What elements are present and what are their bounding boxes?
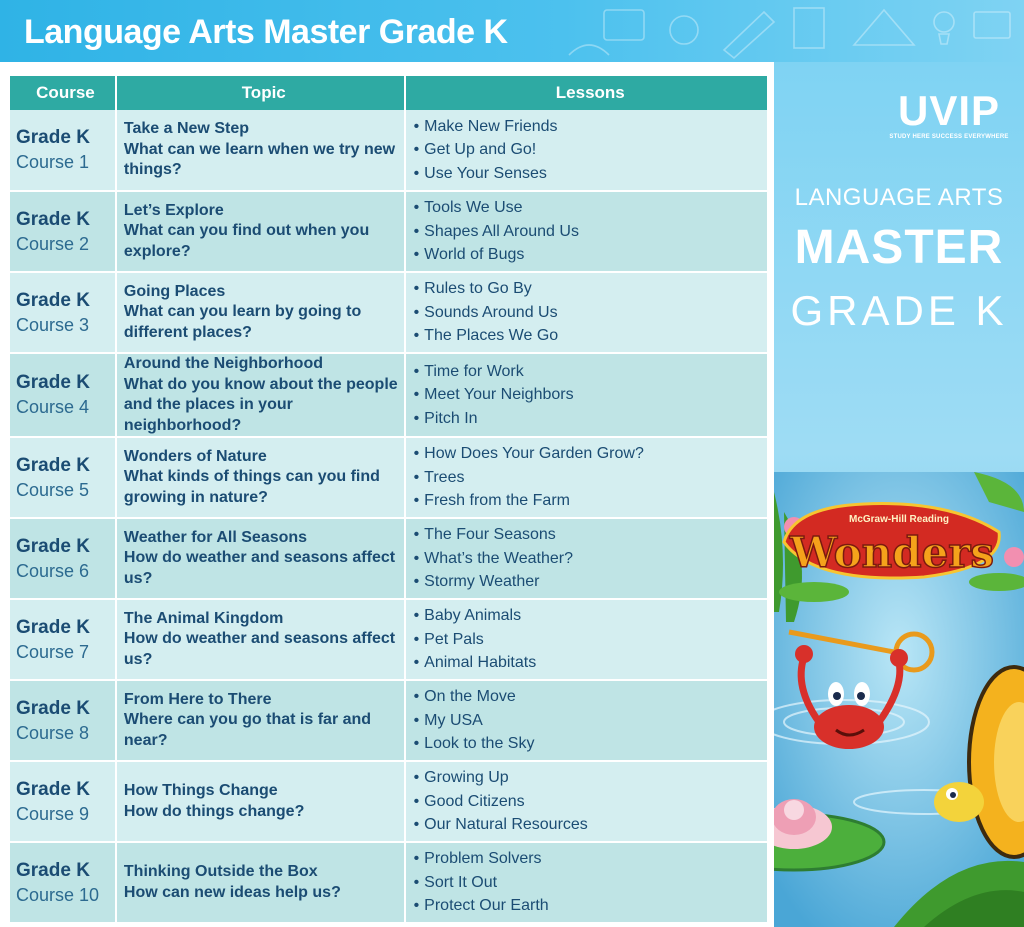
lesson-item: • Good Citizens bbox=[414, 790, 767, 814]
lessons-cell bbox=[405, 437, 768, 518]
topic-question: What can you find out when you explore? bbox=[123, 222, 370, 260]
grade-label: Grade K bbox=[16, 208, 90, 230]
table-header-row bbox=[10, 76, 768, 110]
page-title: Language Arts Master Grade K bbox=[24, 13, 508, 51]
topic-cell bbox=[116, 110, 405, 191]
topic-title: The Animal Kingdom bbox=[123, 609, 284, 627]
lesson-item: • Shapes All Around Us bbox=[414, 220, 767, 244]
lessons-cell bbox=[405, 110, 768, 191]
cover-publisher: McGraw-Hill Reading bbox=[848, 514, 950, 525]
topic-cell bbox=[116, 761, 405, 842]
course-label: Course 8 bbox=[16, 722, 90, 743]
side-title-grade: GRADE K bbox=[790, 287, 1008, 334]
lessons-cell bbox=[405, 353, 768, 437]
table-row bbox=[10, 272, 768, 353]
topic-title: Weather for All Seasons bbox=[123, 528, 308, 546]
lessons-cell bbox=[405, 680, 768, 761]
topic-title: Around the Neighborhood bbox=[123, 355, 323, 372]
lesson-item: • Make New Friends bbox=[414, 115, 767, 139]
column-header-lessons: Lessons bbox=[405, 76, 768, 110]
lesson-item: • Look to the Sky bbox=[414, 732, 767, 756]
grade-label: Grade K bbox=[16, 127, 90, 148]
grade-label: Grade K bbox=[16, 535, 90, 557]
lesson-item: • Meet Your Neighbors bbox=[414, 383, 767, 407]
lessons-cell bbox=[405, 518, 768, 599]
course-cell bbox=[10, 437, 116, 518]
lesson-item: • What’s the Weather? bbox=[414, 547, 767, 571]
lesson-item: • Problem Solvers bbox=[414, 847, 767, 871]
topic-title: Going Places bbox=[123, 282, 226, 300]
lesson-item: • Trees bbox=[414, 466, 767, 490]
topic-question: How can new ideas help us? bbox=[123, 883, 341, 901]
topic-cell bbox=[116, 518, 405, 599]
topic-question: How do weather and seasons affect us? bbox=[123, 549, 396, 587]
lessons-cell bbox=[405, 191, 768, 272]
lesson-item: • Tools We Use bbox=[414, 196, 767, 220]
grade-label: Grade K bbox=[16, 372, 90, 393]
wonders-cover-illustration bbox=[774, 472, 1024, 927]
topic-cell bbox=[116, 680, 405, 761]
side-title-level: MASTER bbox=[794, 221, 1004, 274]
topic-cell bbox=[116, 437, 405, 518]
course-label: Course 4 bbox=[16, 397, 90, 417]
lessons-cell bbox=[405, 599, 768, 680]
lesson-item: • Time for Work bbox=[414, 360, 767, 384]
lesson-item: • The Places We Go bbox=[414, 324, 767, 348]
course-cell bbox=[10, 272, 116, 353]
topic-cell bbox=[116, 842, 405, 923]
table-row bbox=[10, 680, 768, 761]
lesson-item: • My USA bbox=[414, 709, 767, 733]
course-label: Course 5 bbox=[16, 479, 90, 500]
lesson-item: • World of Bugs bbox=[414, 243, 767, 267]
course-table bbox=[10, 76, 769, 924]
topic-title: How Things Change bbox=[123, 782, 278, 799]
lesson-item: • The Four Seasons bbox=[414, 523, 767, 547]
topic-title: Let’s Explore bbox=[123, 201, 224, 219]
grade-label: Grade K bbox=[16, 616, 90, 638]
grade-label: Grade K bbox=[16, 454, 90, 476]
table-row bbox=[10, 842, 768, 923]
lesson-item: • Growing Up bbox=[414, 766, 767, 790]
course-label: Course 9 bbox=[16, 803, 90, 824]
table-row bbox=[10, 437, 768, 518]
lessons-cell bbox=[405, 272, 768, 353]
course-cell bbox=[10, 761, 116, 842]
table-row bbox=[10, 191, 768, 272]
lesson-item: • On the Move bbox=[414, 685, 767, 709]
course-label: Course 6 bbox=[16, 560, 90, 581]
course-cell bbox=[10, 518, 116, 599]
side-title-subject: LANGUAGE ARTS bbox=[794, 184, 1004, 211]
cover-series-title: Wonders bbox=[789, 528, 995, 577]
course-label: Course 7 bbox=[16, 641, 90, 662]
topic-title: Take a New Step bbox=[123, 120, 249, 138]
table-row bbox=[10, 110, 768, 191]
course-label: Course 3 bbox=[16, 314, 90, 335]
lesson-item: • How Does Your Garden Grow? bbox=[414, 442, 767, 466]
course-label: Course 2 bbox=[16, 233, 90, 254]
lesson-item: • Our Natural Resources bbox=[414, 813, 767, 837]
topic-cell bbox=[116, 272, 405, 353]
school-doodles-icon bbox=[564, 0, 1024, 62]
column-header-topic: Topic bbox=[116, 76, 405, 110]
topic-question: Where can you go that is far and near? bbox=[123, 711, 372, 749]
lessons-cell bbox=[405, 761, 768, 842]
lesson-item: • Stormy Weather bbox=[414, 570, 767, 594]
course-cell bbox=[10, 110, 116, 191]
logo-text: UVIP bbox=[897, 87, 1001, 134]
course-label: Course 10 bbox=[16, 884, 100, 905]
lesson-item: • Get Up and Go! bbox=[414, 138, 767, 162]
lesson-item: • Pet Pals bbox=[414, 628, 767, 652]
topic-title: From Here to There bbox=[123, 690, 272, 708]
course-cell bbox=[10, 599, 116, 680]
grade-label: Grade K bbox=[16, 778, 90, 800]
header-banner bbox=[0, 0, 1024, 62]
topic-title: Thinking Outside the Box bbox=[123, 863, 318, 880]
lesson-item: • Protect Our Earth bbox=[414, 894, 767, 918]
lessons-cell bbox=[405, 842, 768, 923]
table-row bbox=[10, 761, 768, 842]
logo-tagline: STUDY HERE SUCCESS EVERYWHERE bbox=[889, 134, 1009, 140]
brand-logo bbox=[889, 87, 1009, 140]
lesson-item: • Animal Habitats bbox=[414, 651, 767, 675]
topic-question: What kinds of things can you find growing in nature? bbox=[123, 468, 380, 506]
lesson-item: • Pitch In bbox=[414, 407, 767, 431]
side-panel bbox=[774, 62, 1024, 927]
course-cell bbox=[10, 353, 116, 437]
course-cell bbox=[10, 842, 116, 923]
grade-label: Grade K bbox=[16, 859, 90, 881]
table-row bbox=[10, 599, 768, 680]
topic-cell bbox=[116, 191, 405, 272]
column-header-course: Course bbox=[10, 76, 116, 110]
lesson-item: • Rules to Go By bbox=[414, 277, 767, 301]
course-cell bbox=[10, 191, 116, 272]
topic-question: What do you know about the people and the places in your neighborhood? bbox=[123, 375, 398, 434]
lesson-item: • Fresh from the Farm bbox=[414, 489, 767, 513]
topic-question: How do things change? bbox=[123, 802, 305, 820]
topic-cell bbox=[116, 353, 405, 437]
lesson-item: • Sort It Out bbox=[414, 871, 767, 895]
course-label: Course 1 bbox=[16, 152, 90, 172]
topic-question: What can we learn when we try new things? bbox=[123, 140, 396, 179]
lesson-item: • Sounds Around Us bbox=[414, 301, 767, 325]
lesson-item: • Baby Animals bbox=[414, 604, 767, 628]
lesson-item: • Use Your Senses bbox=[414, 162, 767, 186]
topic-cell bbox=[116, 599, 405, 680]
table-row bbox=[10, 353, 768, 437]
topic-question: What can you learn by going to different places? bbox=[123, 303, 362, 341]
topic-question: How do weather and seasons affect us? bbox=[123, 630, 396, 668]
topic-title: Wonders of Nature bbox=[123, 447, 267, 465]
table-row bbox=[10, 518, 768, 599]
grade-label: Grade K bbox=[16, 697, 90, 719]
course-cell bbox=[10, 680, 116, 761]
grade-label: Grade K bbox=[16, 289, 90, 311]
